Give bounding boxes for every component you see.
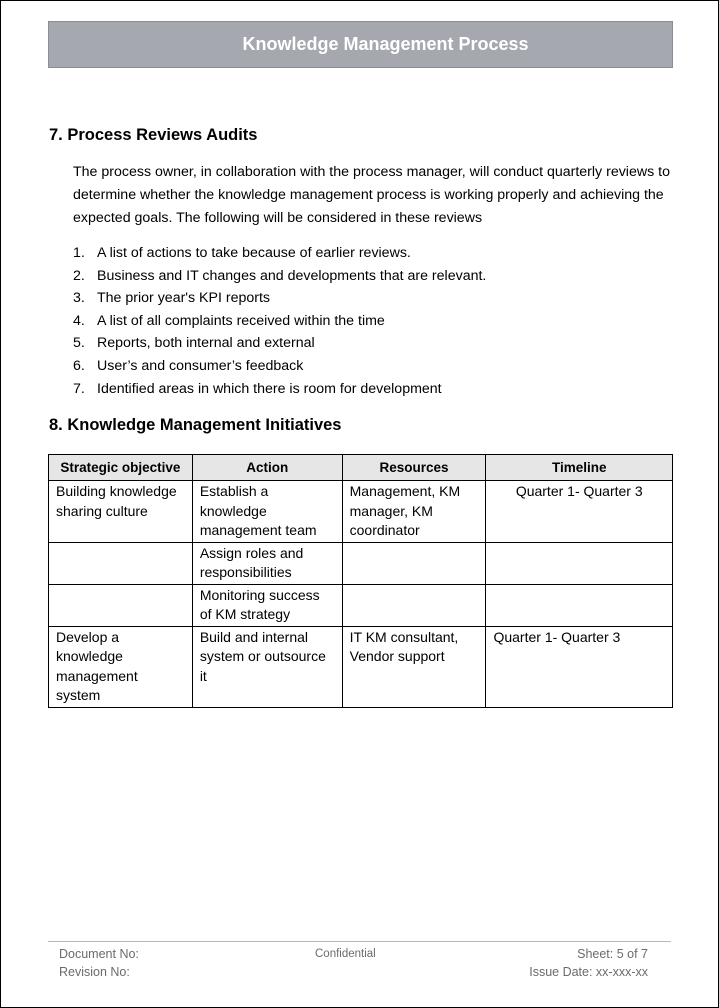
column-header-action: Action: [192, 455, 342, 481]
table-row: [49, 626, 673, 707]
column-header-strategic-objective: Strategic objective: [49, 455, 193, 481]
list-item-number: 6.: [73, 357, 85, 374]
table-cell: Management, KM manager, KM coordinator: [342, 481, 486, 543]
list-item-text: Identified areas in which there is room for development: [97, 380, 442, 397]
list-item-text: A list of all complaints received within the time: [97, 312, 385, 329]
list-item: [73, 265, 673, 288]
review-items-list: [73, 242, 673, 400]
table-cell: [49, 542, 193, 584]
list-item: [73, 310, 673, 333]
table-cell: [486, 584, 673, 626]
list-item-text: Reports, both internal and external: [97, 335, 315, 352]
table-cell: Develop a knowledge management system: [49, 626, 193, 707]
list-item-text: A list of actions to take because of earlier reviews.: [97, 245, 411, 261]
list-item-number: 3.: [73, 290, 85, 307]
list-item: [73, 378, 673, 401]
initiatives-table: [48, 454, 673, 708]
document-title: Knowledge Management Process: [242, 34, 529, 54]
footer-document-no: Document No:: [59, 947, 139, 961]
footer-confidential: Confidential: [315, 948, 376, 960]
footer-issue-date: Issue Date: xx-xxx-xx: [529, 965, 648, 979]
table-row: [49, 481, 673, 543]
section-8-heading: 8. Knowledge Management Initiatives: [49, 416, 342, 434]
footer-revision-no: Revision No:: [59, 965, 130, 979]
table-row: [49, 542, 673, 584]
column-header-resources: Resources: [342, 455, 486, 481]
list-item: [73, 242, 673, 265]
list-item: [73, 332, 673, 355]
table-cell: Build and internal system or outsource it: [192, 626, 342, 707]
table-cell: [342, 542, 486, 584]
table-cell: [342, 584, 486, 626]
table-header-row: [49, 455, 673, 481]
list-item-number: 2.: [73, 267, 85, 284]
footer-divider: [48, 941, 671, 942]
header-bar: [48, 21, 673, 68]
table-cell: Building knowledge sharing culture: [49, 481, 193, 543]
table-cell: [49, 584, 193, 626]
list-item-number: 5.: [73, 335, 85, 352]
list-item: [73, 287, 673, 310]
table-cell: Establish a knowledge management team: [192, 481, 342, 543]
section-7-intro: The process owner, in collaboration with the process manager, will conduct quarterly reviews to determine whether the knowledge management process is working properly and achieving the expected goals. The following will be considered in these reviews: [73, 164, 670, 226]
table-cell: [486, 542, 673, 584]
list-item-number: 1.: [73, 245, 85, 261]
column-header-timeline: Timeline: [486, 455, 673, 481]
table-cell: Monitoring success of KM strategy: [192, 584, 342, 626]
table-cell: Quarter 1- Quarter 3: [486, 481, 673, 543]
list-item-number: 4.: [73, 312, 85, 329]
footer-sheet: Sheet: 5 of 7: [577, 947, 648, 961]
list-item-number: 7.: [73, 380, 85, 397]
list-item-text: User’s and consumer’s feedback: [97, 357, 304, 374]
table-cell: IT KM consultant, Vendor support: [342, 626, 486, 707]
list-item-text: Business and IT changes and developments that are relevant.: [97, 267, 487, 284]
table-cell: Assign roles and responsibilities: [192, 542, 342, 584]
table-row: [49, 584, 673, 626]
section-7-heading: 7. Process Reviews Audits: [49, 126, 258, 144]
list-item-text: The prior year's KPI reports: [97, 290, 271, 307]
list-item: [73, 355, 673, 378]
table-cell: Quarter 1- Quarter 3: [486, 626, 673, 707]
